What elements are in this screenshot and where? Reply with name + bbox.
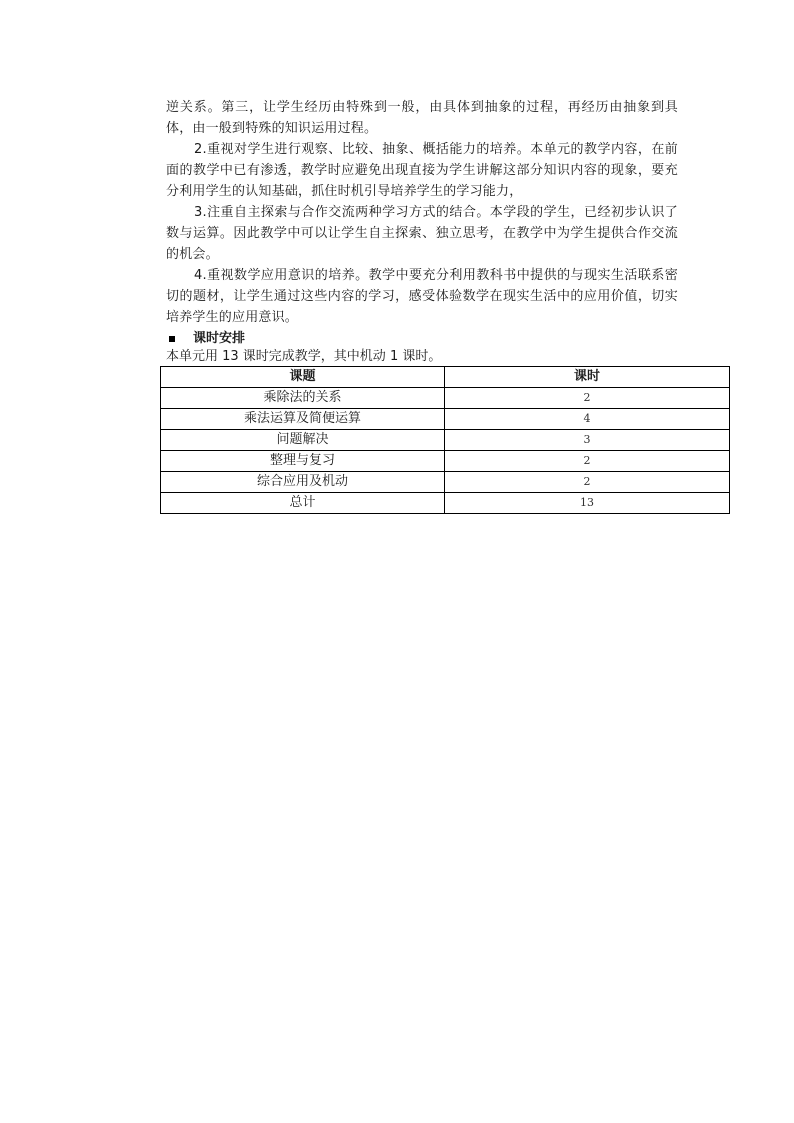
section-intro-wrap bbox=[166, 348, 686, 366]
section-heading bbox=[166, 328, 678, 349]
table-row bbox=[161, 472, 730, 493]
paragraph-1: 逆关系。第三，让学生经历由特殊到一般，由具体到抽象的过程，再经历由抽象到具体，由一般到特殊的知识运用过程。 bbox=[166, 100, 678, 136]
section-intro: 本单元用 13 课时完成教学，其中机动 1 课时。 bbox=[166, 349, 442, 364]
hours-cell: 3 bbox=[445, 430, 730, 451]
paragraph-3: 3.注重自主探索与合作交流两种学习方式的结合。本学段的学生，已经初步认识了数与运算。因此教学中可以让学生自主探索、独立思考，在教学中为学生提供合作交流的机会。 bbox=[166, 205, 678, 262]
total-label-cell: 总计 bbox=[161, 493, 445, 514]
paragraph-4: 4.重视数学应用意识的培养。教学中要充分利用教科书中提供的与现实生活联系密切的题材，让学生通过这些内容的学习，感受体验数学在现实生活中的应用价值，切实培养学生的应用意识。 bbox=[166, 268, 678, 325]
table-row bbox=[161, 409, 730, 430]
schedule-table-wrap bbox=[160, 366, 729, 514]
hours-cell: 2 bbox=[445, 451, 730, 472]
table-row bbox=[161, 451, 730, 472]
topic-cell: 乘除法的关系 bbox=[161, 388, 445, 409]
topic-cell: 整理与复习 bbox=[161, 451, 445, 472]
body-text bbox=[166, 97, 678, 349]
topic-cell: 综合应用及机动 bbox=[161, 472, 445, 493]
paragraph-2: 2.重视对学生进行观察、比较、抽象、概括能力的培养。本单元的教学内容，在前面的教学中已有渗透，教学时应避免出现直接为学生讲解这部分知识内容的现象，要充分利用学生的认知基础，抓住时机引导培养学生的学习能力， bbox=[166, 142, 678, 199]
hours-cell: 2 bbox=[445, 388, 730, 409]
square-bullet-icon bbox=[169, 336, 175, 342]
table-row bbox=[161, 493, 730, 514]
table-header-row bbox=[161, 367, 730, 388]
hours-cell: 2 bbox=[445, 472, 730, 493]
schedule-table bbox=[160, 366, 730, 514]
table-row bbox=[161, 430, 730, 451]
header-hours: 课时 bbox=[445, 367, 730, 388]
hours-cell: 4 bbox=[445, 409, 730, 430]
header-topic: 课题 bbox=[161, 367, 445, 388]
table-row bbox=[161, 388, 730, 409]
topic-cell: 问题解决 bbox=[161, 430, 445, 451]
section-title: 课时安排 bbox=[193, 331, 246, 346]
topic-cell: 乘法运算及简便运算 bbox=[161, 409, 445, 430]
total-hours-cell: 13 bbox=[445, 493, 730, 514]
